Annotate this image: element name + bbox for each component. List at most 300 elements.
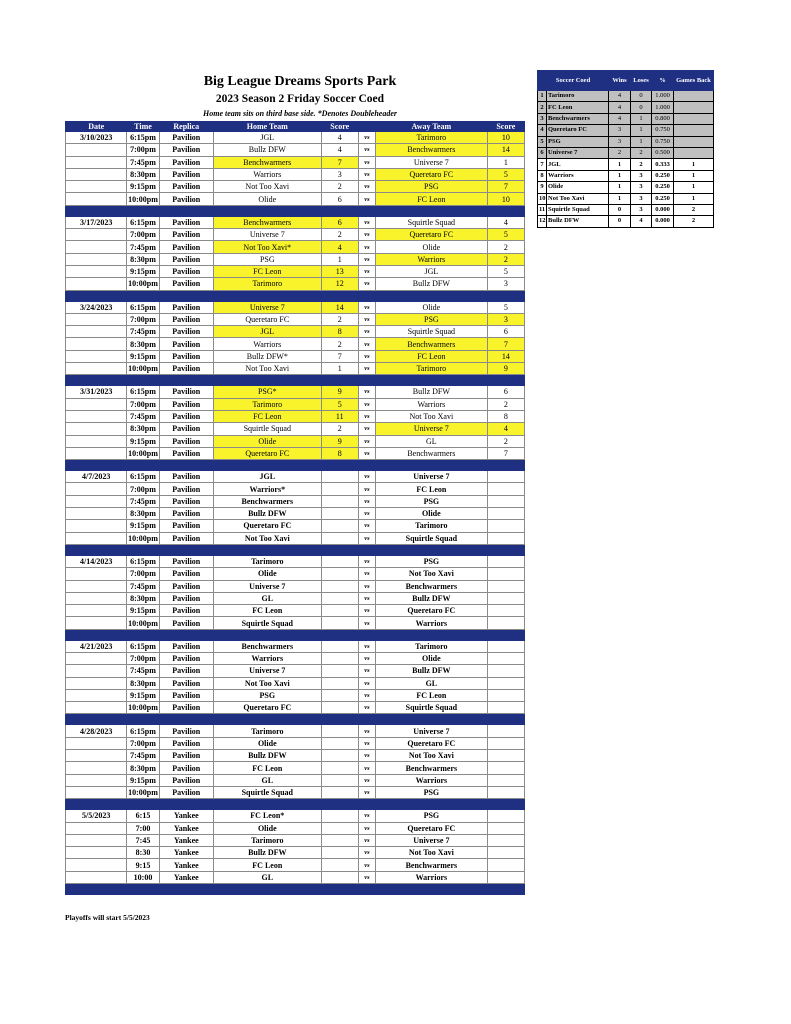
time-cell: 7:00pm <box>127 229 159 241</box>
vs-cell: vs <box>358 435 375 447</box>
replica-cell: Pavilion <box>159 762 213 774</box>
away-score-cell <box>487 520 524 532</box>
away-team-cell: Benchwarmers <box>375 580 487 592</box>
time-cell: 8:30pm <box>127 677 159 689</box>
replica-cell: Pavilion <box>159 435 213 447</box>
home-team-cell: Bullz DFW <box>213 508 321 520</box>
vs-cell: vs <box>358 725 375 737</box>
date-cell <box>66 652 127 664</box>
table-row <box>66 871 525 883</box>
away-team-cell: Squirtle Squad <box>375 532 487 544</box>
page-subtitle: 2023 Season 2 Friday Soccer Coed <box>215 93 385 105</box>
away-score-cell <box>487 822 524 834</box>
time-cell: 9:15pm <box>127 350 159 362</box>
vs-cell: vs <box>358 313 375 325</box>
separator-cell <box>321 714 358 725</box>
time-cell: 6:15pm <box>127 555 159 567</box>
separator-cell <box>321 544 358 555</box>
separator-cell <box>321 799 358 810</box>
separator-cell <box>127 799 159 810</box>
home-score-cell: 7 <box>321 156 358 168</box>
away-team-cell: FC Leon <box>375 193 487 205</box>
loses-cell: 1 <box>631 125 652 136</box>
away-score-cell <box>487 750 524 762</box>
table-row <box>66 677 525 689</box>
wins-cell: 1 <box>609 182 631 193</box>
home-score-cell <box>321 532 358 544</box>
table-row <box>66 363 525 375</box>
time-cell: 9:15pm <box>127 774 159 786</box>
team-cell: Queretaro FC <box>547 125 609 136</box>
away-score-cell <box>487 508 524 520</box>
away-score-cell <box>487 871 524 883</box>
table-row <box>66 859 525 871</box>
table-row <box>66 532 525 544</box>
rank-cell: 2 <box>538 102 547 113</box>
vs-cell: vs <box>358 181 375 193</box>
separator-cell <box>66 544 127 555</box>
date-cell <box>66 435 127 447</box>
standings-row <box>538 91 714 102</box>
time-cell: 7:45pm <box>127 326 159 338</box>
away-team-cell: Universe 7 <box>375 725 487 737</box>
table-row <box>66 702 525 714</box>
table-row <box>66 737 525 749</box>
separator-cell <box>213 460 321 471</box>
table-row <box>66 423 525 435</box>
team-cell: Squirtle Squad <box>547 204 609 215</box>
separator-cell <box>375 290 487 301</box>
vs-cell: vs <box>358 859 375 871</box>
home-team-cell: Universe 7 <box>213 580 321 592</box>
time-cell: 7:00pm <box>127 737 159 749</box>
pct-cell: 0.000 <box>652 216 674 227</box>
time-cell: 10:00pm <box>128 703 158 713</box>
week-separator <box>66 290 525 301</box>
time-cell: 9:15pm <box>127 181 159 193</box>
rank-cell: 7 <box>538 159 547 170</box>
vs-cell: vs <box>358 737 375 749</box>
away-score-cell <box>487 471 524 483</box>
time-cell: 7:45 <box>127 834 159 846</box>
games-back-cell <box>674 136 714 147</box>
away-score-cell <box>487 786 524 798</box>
table-row <box>66 834 525 846</box>
date-cell <box>66 786 127 798</box>
standings-loses-header: Loses <box>631 71 652 91</box>
table-row <box>66 617 525 629</box>
replica-cell: Pavilion <box>159 156 213 168</box>
home-score-cell: 2 <box>321 181 358 193</box>
separator-cell <box>375 799 487 810</box>
away-team-cell: PSG <box>375 555 487 567</box>
date-cell <box>66 520 127 532</box>
home-score-cell <box>321 834 358 846</box>
wins-cell: 4 <box>609 102 631 113</box>
home-score-cell <box>321 605 358 617</box>
time-cell: 6:15pm <box>127 301 159 313</box>
time-cell: 7:45pm <box>127 410 159 422</box>
week-separator <box>66 375 525 386</box>
replica-cell: Pavilion <box>159 338 213 350</box>
replica-cell: Pavilion <box>159 483 213 495</box>
home-team-cell: FC Leon <box>213 762 321 774</box>
replica-cell: Yankee <box>159 834 213 846</box>
table-row <box>66 774 525 786</box>
away-team-cell: JGL <box>375 265 487 277</box>
date-cell <box>66 834 127 846</box>
separator-cell <box>321 375 358 386</box>
time-cell: 6:15pm <box>127 386 159 398</box>
standings-table <box>537 70 714 228</box>
home-team-cell: PSG <box>213 689 321 701</box>
home-score-cell <box>321 702 358 714</box>
away-team-cell: Universe 7 <box>375 471 487 483</box>
separator-cell <box>159 884 213 895</box>
table-row <box>66 580 525 592</box>
replica-cell: Pavilion <box>159 495 213 507</box>
loses-cell: 3 <box>631 193 652 204</box>
date-cell: 3/10/2023 <box>66 132 127 144</box>
replica-cell: Pavilion <box>159 737 213 749</box>
date-cell <box>66 168 127 180</box>
rank-cell: 12 <box>538 216 547 227</box>
rank-cell: 6 <box>538 147 547 158</box>
time-cell: 7:00pm <box>127 398 159 410</box>
separator-cell <box>127 290 159 301</box>
time-cell: 7:00pm <box>127 652 159 664</box>
home-score-cell <box>321 568 358 580</box>
vs-cell: vs <box>358 508 375 520</box>
standings-body <box>538 91 714 228</box>
vs-cell: vs <box>358 871 375 883</box>
away-score-cell <box>487 665 524 677</box>
date-cell <box>66 677 127 689</box>
pct-cell: 0.250 <box>652 193 674 204</box>
separator-cell <box>358 714 375 725</box>
away-team-cell: FC Leon <box>375 689 487 701</box>
table-row <box>66 313 525 325</box>
away-score-cell: 4 <box>487 423 524 435</box>
time-cell: 6:15pm <box>127 471 159 483</box>
away-score-cell: 5 <box>487 265 524 277</box>
home-score-cell <box>321 617 358 629</box>
home-score-cell <box>321 774 358 786</box>
week-separator <box>66 205 525 216</box>
time-cell: 7:45pm <box>127 495 159 507</box>
away-score-cell: 10 <box>487 193 524 205</box>
away-score-cell: 6 <box>487 386 524 398</box>
table-row <box>66 640 525 652</box>
date-cell <box>66 229 127 241</box>
standings-row <box>538 113 714 124</box>
replica-cell: Pavilion <box>159 508 213 520</box>
date-cell <box>66 495 127 507</box>
vs-cell: vs <box>358 168 375 180</box>
time-cell: 8:30pm <box>127 423 159 435</box>
loses-cell: 3 <box>631 182 652 193</box>
home-team-cell: FC Leon <box>213 265 321 277</box>
away-team-cell: Tarimoro <box>375 520 487 532</box>
time-cell: 7:45pm <box>127 241 159 253</box>
home-score-cell <box>321 508 358 520</box>
away-team-cell: Benchwarmers <box>375 762 487 774</box>
schedule-body <box>66 132 525 895</box>
away-team-cell: Bullz DFW <box>375 665 487 677</box>
date-cell <box>66 702 127 714</box>
time-cell: 10:00 <box>127 871 159 883</box>
date-cell <box>66 265 127 277</box>
date-cell <box>66 193 127 205</box>
home-team-cell: Queretaro FC <box>213 702 321 714</box>
table-row <box>66 398 525 410</box>
home-score-cell <box>321 737 358 749</box>
time-cell: 7:00 <box>127 822 159 834</box>
away-team-cell: Queretaro FC <box>375 737 487 749</box>
pct-cell: 0.750 <box>652 136 674 147</box>
separator-cell <box>321 205 358 216</box>
away-score-cell: 5 <box>487 229 524 241</box>
away-team-cell: PSG <box>375 495 487 507</box>
loses-cell: 3 <box>631 204 652 215</box>
away-score-cell: 14 <box>487 350 524 362</box>
wins-cell: 3 <box>609 125 631 136</box>
vs-cell: vs <box>358 265 375 277</box>
away-team-cell: Olide <box>375 508 487 520</box>
away-score-cell: 2 <box>487 398 524 410</box>
rank-cell: 5 <box>538 136 547 147</box>
rank-cell: 1 <box>538 91 547 102</box>
time-cell: 10:00pm <box>128 448 158 458</box>
rank-cell: 11 <box>538 204 547 215</box>
vs-cell: vs <box>358 640 375 652</box>
table-row <box>66 471 525 483</box>
col-replica-header: Replica <box>159 122 213 132</box>
replica-cell: Pavilion <box>159 689 213 701</box>
home-score-cell: 2 <box>321 229 358 241</box>
team-cell: PSG <box>547 136 609 147</box>
away-team-cell: FC Leon <box>375 350 487 362</box>
time-cell: 8:30 <box>127 847 159 859</box>
away-score-cell <box>487 859 524 871</box>
vs-cell: vs <box>358 495 375 507</box>
date-cell <box>66 774 127 786</box>
pct-cell: 0.333 <box>652 159 674 170</box>
table-row <box>66 301 525 313</box>
separator-cell <box>375 205 487 216</box>
date-cell: 4/7/2023 <box>66 471 127 483</box>
date-cell <box>66 181 127 193</box>
home-score-cell <box>321 592 358 604</box>
wins-cell: 2 <box>609 147 631 158</box>
time-cell: 10:00pm <box>128 788 158 798</box>
replica-cell: Pavilion <box>159 193 213 205</box>
vs-cell: vs <box>358 750 375 762</box>
table-row <box>66 605 525 617</box>
loses-cell: 2 <box>631 159 652 170</box>
away-score-cell: 5 <box>487 168 524 180</box>
pct-cell: 0.750 <box>652 125 674 136</box>
home-team-cell: Universe 7 <box>213 665 321 677</box>
away-team-cell: Olide <box>375 301 487 313</box>
time-cell: 9:15pm <box>127 265 159 277</box>
replica-cell: Pavilion <box>159 168 213 180</box>
replica-cell: Pavilion <box>159 423 213 435</box>
rank-cell: 8 <box>538 170 547 181</box>
separator-cell <box>66 375 127 386</box>
replica-cell: Pavilion <box>159 410 213 422</box>
table-row <box>66 555 525 567</box>
table-row <box>66 786 525 798</box>
separator-cell <box>487 290 524 301</box>
standings-row <box>538 216 714 227</box>
standings-wins-header: Wins <box>609 71 631 91</box>
separator-cell <box>358 544 375 555</box>
vs-cell: vs <box>358 568 375 580</box>
away-score-cell <box>487 847 524 859</box>
replica-cell: Yankee <box>159 847 213 859</box>
replica-cell: Pavilion <box>159 181 213 193</box>
time-cell: 6:15pm <box>127 216 159 228</box>
vs-cell: vs <box>358 689 375 701</box>
date-cell: 4/14/2023 <box>66 555 127 567</box>
away-team-cell: Queretaro FC <box>375 229 487 241</box>
replica-cell: Yankee <box>159 810 213 822</box>
away-team-cell: FC Leon <box>375 483 487 495</box>
separator-cell <box>358 884 375 895</box>
home-score-cell <box>321 871 358 883</box>
home-team-cell: JGL <box>213 132 321 144</box>
away-team-cell: Bullz DFW <box>375 592 487 604</box>
table-row <box>66 410 525 422</box>
vs-cell: vs <box>358 810 375 822</box>
replica-cell: Pavilion <box>159 471 213 483</box>
wins-cell: 0 <box>609 216 631 227</box>
wins-cell: 1 <box>609 159 631 170</box>
away-score-cell <box>487 640 524 652</box>
standings-row <box>538 204 714 215</box>
vs-cell: vs <box>358 363 375 375</box>
vs-cell: vs <box>358 386 375 398</box>
date-cell <box>66 665 127 677</box>
replica-cell: Pavilion <box>159 786 213 798</box>
home-score-cell <box>321 689 358 701</box>
separator-cell <box>487 799 524 810</box>
standings-team-header: Soccer Coed <box>538 71 609 91</box>
time-cell: 7:00pm <box>127 568 159 580</box>
separator-cell <box>358 629 375 640</box>
pct-cell: 1.000 <box>652 91 674 102</box>
home-team-cell: Not Too Xavi <box>213 181 321 193</box>
time-cell: 9:15pm <box>127 520 159 532</box>
time-cell: 10:00pm <box>128 618 158 628</box>
home-score-cell: 5 <box>321 398 358 410</box>
replica-cell: Pavilion <box>159 229 213 241</box>
pct-cell: 1.000 <box>652 102 674 113</box>
table-row <box>66 762 525 774</box>
table-row <box>66 350 525 362</box>
vs-cell: vs <box>358 410 375 422</box>
away-team-cell: Tarimoro <box>375 640 487 652</box>
home-team-cell: Universe 7 <box>213 229 321 241</box>
vs-cell: vs <box>358 834 375 846</box>
home-score-cell: 8 <box>321 447 358 459</box>
vs-cell: vs <box>358 471 375 483</box>
replica-cell: Pavilion <box>159 301 213 313</box>
separator-cell <box>487 884 524 895</box>
replica-cell: Pavilion <box>159 313 213 325</box>
replica-cell: Pavilion <box>159 605 213 617</box>
table-row <box>66 822 525 834</box>
separator-cell <box>213 290 321 301</box>
col-vs-header <box>358 122 375 132</box>
away-score-cell <box>487 834 524 846</box>
time-cell: 7:45pm <box>127 750 159 762</box>
games-back-cell: 1 <box>674 193 714 204</box>
home-team-cell: Tarimoro <box>213 834 321 846</box>
home-team-cell: FC Leon <box>213 410 321 422</box>
separator-cell <box>487 375 524 386</box>
away-score-cell: 7 <box>487 181 524 193</box>
time-cell: 8:30pm <box>127 253 159 265</box>
separator-cell <box>375 375 487 386</box>
games-back-cell <box>674 91 714 102</box>
games-back-cell <box>674 113 714 124</box>
separator-cell <box>487 544 524 555</box>
team-cell: FC Leon <box>547 102 609 113</box>
home-score-cell: 3 <box>321 168 358 180</box>
separator-cell <box>159 714 213 725</box>
time-cell: 6:15pm <box>127 132 159 144</box>
games-back-cell: 1 <box>674 182 714 193</box>
col-away-score-header: Score <box>487 122 524 132</box>
replica-cell: Pavilion <box>159 652 213 664</box>
home-score-cell <box>321 859 358 871</box>
away-team-cell: Bullz DFW <box>375 386 487 398</box>
vs-cell: vs <box>358 216 375 228</box>
rank-cell: 4 <box>538 125 547 136</box>
standings-row <box>538 125 714 136</box>
date-cell <box>66 762 127 774</box>
separator-cell <box>358 205 375 216</box>
home-score-cell: 8 <box>321 326 358 338</box>
wins-cell: 4 <box>609 113 631 124</box>
playoffs-note: Playoffs will start 5/5/2023 <box>65 913 150 922</box>
away-score-cell <box>487 617 524 629</box>
separator-cell <box>127 375 159 386</box>
home-score-cell: 1 <box>321 253 358 265</box>
home-score-cell: 13 <box>321 265 358 277</box>
away-score-cell: 3 <box>487 278 524 290</box>
table-row <box>66 241 525 253</box>
replica-cell: Pavilion <box>159 253 213 265</box>
home-score-cell <box>321 555 358 567</box>
separator-cell <box>127 629 159 640</box>
home-score-cell <box>321 471 358 483</box>
separator-cell <box>66 205 127 216</box>
home-score-cell: 4 <box>321 132 358 144</box>
home-team-cell: Bullz DFW* <box>213 350 321 362</box>
vs-cell: vs <box>358 350 375 362</box>
table-row <box>66 447 525 459</box>
separator-cell <box>127 460 159 471</box>
separator-cell <box>375 460 487 471</box>
home-score-cell <box>321 750 358 762</box>
separator-cell <box>213 629 321 640</box>
home-score-cell <box>321 762 358 774</box>
loses-cell: 2 <box>631 147 652 158</box>
vs-cell: vs <box>358 483 375 495</box>
